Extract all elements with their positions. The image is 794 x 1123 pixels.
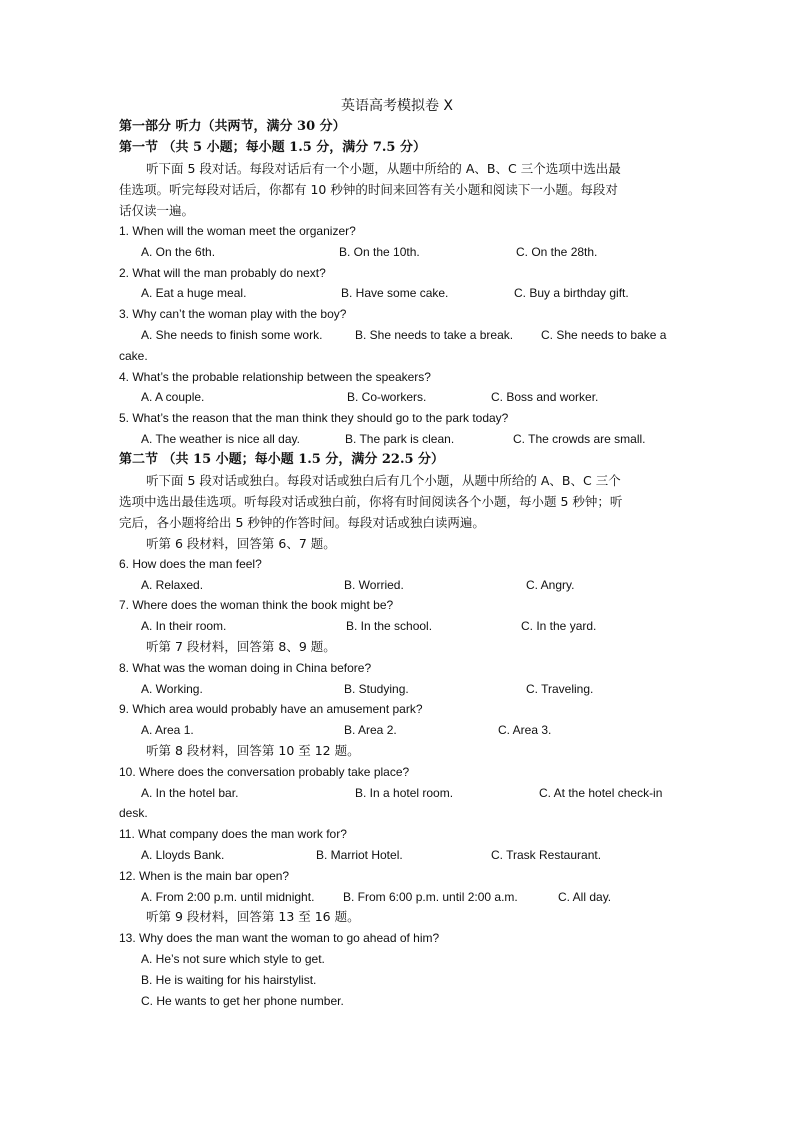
option-b: B. Have some cake. xyxy=(341,286,449,300)
material-7-note: 听第 7 段材料，回答第 8、9 题。 xyxy=(146,639,336,654)
part1-heading: 第一部分 听力（共两节，满分 30 分） xyxy=(119,119,346,134)
option-c: C. Area 3. xyxy=(498,723,552,737)
option-c: C. At the hotel check-in xyxy=(539,786,663,800)
section2-instructions-line2: 选项中选出最佳选项。听每段对话或独白前，你将有时间阅读各个小题，每小题 5 秒钟；听 xyxy=(119,494,623,509)
section2-heading: 第二节 （共 15 小题；每小题 1.5 分，满分 22.5 分） xyxy=(119,452,445,467)
option-b: B. Area 2. xyxy=(344,723,397,737)
section1-instructions-line2: 佳选项。听完每段对话后，你都有 10 秒钟的时间来回答有关小题和阅读下一小题。每段对 xyxy=(119,182,618,197)
option-a: A. He’s not sure which style to get. xyxy=(141,952,325,966)
option-c: C. On the 28th. xyxy=(516,245,598,259)
option-b: B. From 6:00 p.m. until 2:00 a.m. xyxy=(343,890,518,904)
option-c: C. He wants to get her phone number. xyxy=(141,994,344,1008)
option-a: A. In their room. xyxy=(141,619,227,633)
question-stem: 12. When is the main bar open? xyxy=(119,869,290,883)
option-a: A. Area 1. xyxy=(141,723,194,737)
option-a: A. She needs to finish some work. xyxy=(141,328,323,342)
option-c: C. All day. xyxy=(558,890,612,904)
option-c: C. Boss and worker. xyxy=(491,390,599,404)
option-b: B. Marriot Hotel. xyxy=(316,848,403,862)
question-stem: 10. Where does the conversation probably take place? xyxy=(119,765,410,779)
question-stem: 5. What’s the reason that the man think they should go to the park today? xyxy=(119,411,509,425)
question-stem: 4. What’s the probable relationship between the speakers? xyxy=(119,370,431,384)
option-b: B. Studying. xyxy=(344,682,409,696)
option-a: A. On the 6th. xyxy=(141,245,216,259)
question-stem: 1. When will the woman meet the organizer? xyxy=(119,224,356,238)
option-c: C. Trask Restaurant. xyxy=(491,848,602,862)
page-title: 英语高考模拟卷 X xyxy=(340,98,454,114)
option-c-continued: cake. xyxy=(119,349,148,363)
option-a: A. Relaxed. xyxy=(141,578,204,592)
option-b: B. The park is clean. xyxy=(345,432,455,446)
option-a: A. In the hotel bar. xyxy=(141,786,239,800)
option-a: A. Eat a huge meal. xyxy=(141,286,247,300)
option-a: A. The weather is nice all day. xyxy=(141,432,300,446)
option-c: C. Angry. xyxy=(526,578,575,592)
option-b: B. She needs to take a break. xyxy=(355,328,514,342)
question-stem: 8. What was the woman doing in China before? xyxy=(119,661,372,675)
option-a: A. A couple. xyxy=(141,390,205,404)
option-a: A. Lloyds Bank. xyxy=(141,848,225,862)
option-c-continued: desk. xyxy=(119,806,148,820)
question-stem: 6. How does the man feel? xyxy=(119,557,262,571)
option-b: B. Worried. xyxy=(344,578,404,592)
material-8-note: 听第 8 段材料，回答第 10 至 12 题。 xyxy=(146,743,360,758)
section1-instructions-line1: 听下面 5 段对话。每段对话后有一个小题，从题中所给的 A、B、C 三个选项中选出最 xyxy=(146,161,621,176)
question-stem: 9. Which area would probably have an amusement park? xyxy=(119,702,423,716)
option-c: C. She needs to bake a xyxy=(541,328,667,342)
material-9-note: 听第 9 段材料，回答第 13 至 16 题。 xyxy=(146,909,360,924)
question-stem: 3. Why can’t the woman play with the boy? xyxy=(119,307,347,321)
material-6-note: 听第 6 段材料，回答第 6、7 题。 xyxy=(146,536,336,551)
option-b: B. In a hotel room. xyxy=(355,786,454,800)
question-stem: 11. What company does the man work for? xyxy=(119,827,347,841)
option-b: B. On the 10th. xyxy=(339,245,420,259)
option-c: C. Traveling. xyxy=(526,682,594,696)
section1-heading: 第一节 （共 5 小题；每小题 1.5 分，满分 7.5 分） xyxy=(119,140,426,155)
section2-instructions-line1: 听下面 5 段对话或独白。每段对话或独白后有几个小题，从题中所给的 A、B、C 三个 xyxy=(146,473,621,488)
question-stem: 2. What will the man probably do next? xyxy=(119,266,326,280)
option-c: C. In the yard. xyxy=(521,619,597,633)
option-b: B. He is waiting for his hairstylist. xyxy=(141,973,317,987)
option-a: A. Working. xyxy=(141,682,203,696)
section2-instructions-line3: 完后，各小题将给出 5 秒钟的作答时间。每段对话或独白读两遍。 xyxy=(119,515,485,530)
question-stem: 7. Where does the woman think the book might be? xyxy=(119,598,394,612)
question-stem: 13. Why does the man want the woman to go ahead of him? xyxy=(119,931,440,945)
option-b: B. In the school. xyxy=(346,619,433,633)
option-c: C. Buy a birthday gift. xyxy=(514,286,629,300)
option-a: A. From 2:00 p.m. until midnight. xyxy=(141,890,315,904)
option-c: C. The crowds are small. xyxy=(513,432,646,446)
option-b: B. Co-workers. xyxy=(347,390,427,404)
section1-instructions-line3: 话仅读一遍。 xyxy=(119,203,195,218)
